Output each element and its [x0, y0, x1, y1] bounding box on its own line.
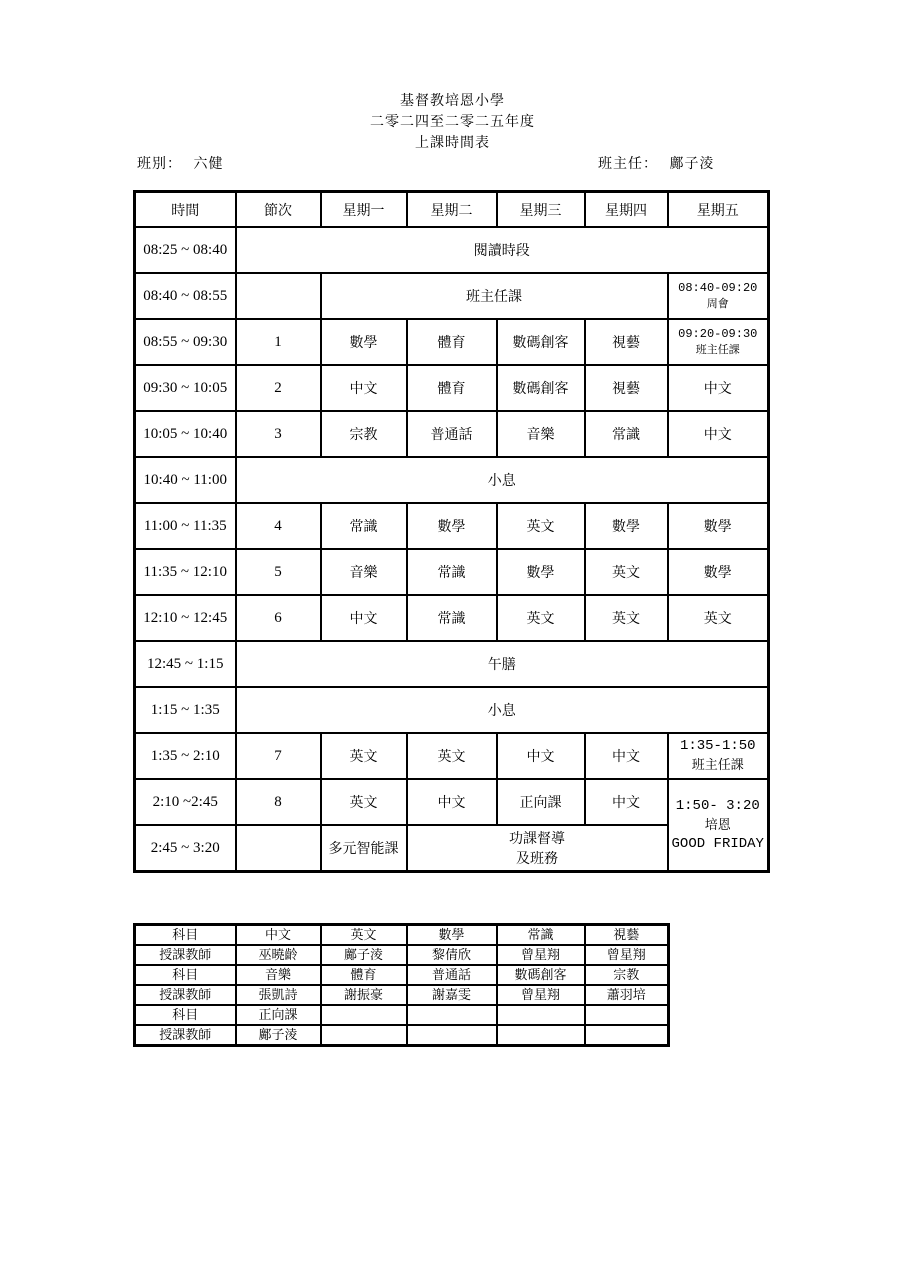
time-cell: 12:10 ~ 12:45 — [135, 595, 236, 641]
subject-cell: 常識 — [585, 411, 668, 457]
header-cell: 時間 — [135, 192, 236, 228]
class-teacher-label: 班主任： — [598, 156, 658, 172]
table-row — [135, 503, 769, 549]
subject-cell: 體育 — [407, 365, 497, 411]
row-label: 授課教師 — [135, 945, 236, 965]
header-cell: 星期三 — [497, 192, 585, 228]
subject-cell: 宗教 — [321, 411, 407, 457]
class-label: 班別： — [137, 156, 182, 172]
table-cell: 鄺子淩 — [236, 1025, 321, 1046]
class-value: 六健 — [193, 156, 224, 172]
table-cell: 謝振豪 — [321, 985, 407, 1005]
period-cell — [236, 273, 321, 319]
timetable — [133, 190, 770, 873]
subject-cell: 音樂 — [321, 549, 407, 595]
period-cell: 8 — [236, 779, 321, 825]
time-cell: 09:30 ~ 10:05 — [135, 365, 236, 411]
subject-teacher-table — [133, 923, 670, 1047]
row-label: 科目 — [135, 965, 236, 985]
subject-cell: 英文 — [585, 549, 668, 595]
friday-note: 培恩 — [704, 817, 731, 833]
friday-cell — [668, 319, 769, 365]
time-cell: 1:15 ~ 1:35 — [135, 687, 236, 733]
row-label: 授課教師 — [135, 985, 236, 1005]
subject-cell: 中文 — [585, 779, 668, 825]
table-cell — [407, 1025, 497, 1046]
table-cell: 巫曉齡 — [236, 945, 321, 965]
friday-note: 班主任課 — [691, 758, 744, 773]
time-cell: 08:25 ~ 08:40 — [135, 227, 236, 273]
table-row — [135, 595, 769, 641]
friday-time: 08:40-09:20 — [678, 281, 758, 295]
span-cell: 班主任課 — [321, 273, 668, 319]
time-cell: 08:40 ~ 08:55 — [135, 273, 236, 319]
span-cell — [407, 825, 668, 872]
table-cell: 英文 — [321, 925, 407, 946]
table-cell: 曾星翔 — [497, 985, 585, 1005]
subject-cell: 中文 — [668, 411, 769, 457]
table-row — [135, 319, 769, 365]
period-cell: 7 — [236, 733, 321, 779]
school-year: 二零二四至二零二五年度 — [370, 114, 535, 130]
header-cell: 星期二 — [407, 192, 497, 228]
subject-cell: 英文 — [407, 733, 497, 779]
table-cell: 數碼創客 — [497, 965, 585, 985]
table-cell: 正向課 — [236, 1005, 321, 1025]
table-row — [135, 687, 769, 733]
table-cell — [497, 1005, 585, 1025]
time-cell: 10:40 ~ 11:00 — [135, 457, 236, 503]
table-cell: 鄺子淩 — [321, 945, 407, 965]
span-line: 功課督導 — [509, 831, 565, 847]
table-cell — [407, 1005, 497, 1025]
span-cell: 閱讀時段 — [236, 227, 769, 273]
table-row — [135, 457, 769, 503]
header-cell: 星期四 — [585, 192, 668, 228]
row-label: 科目 — [135, 925, 236, 946]
table-row — [135, 1025, 669, 1046]
table-cell: 蕭羽培 — [585, 985, 669, 1005]
table-cell: 常識 — [497, 925, 585, 946]
friday-note: 班主任課 — [695, 343, 740, 356]
period-cell — [236, 825, 321, 872]
table-cell — [585, 1025, 669, 1046]
subject-cell: 英文 — [668, 595, 769, 641]
table-row — [135, 925, 669, 946]
subject-cell: 英文 — [585, 595, 668, 641]
row-label: 科目 — [135, 1005, 236, 1025]
friday-event: GOOD FRIDAY — [671, 835, 764, 852]
table-row — [135, 945, 669, 965]
header-cell: 星期一 — [321, 192, 407, 228]
table-cell: 體育 — [321, 965, 407, 985]
subject-cell: 體育 — [407, 319, 497, 365]
header-cell: 節次 — [236, 192, 321, 228]
period-cell: 4 — [236, 503, 321, 549]
table-cell — [321, 1005, 407, 1025]
table-row — [135, 733, 769, 779]
time-cell: 12:45 ~ 1:15 — [135, 641, 236, 687]
period-cell: 6 — [236, 595, 321, 641]
table-cell: 視藝 — [585, 925, 669, 946]
row-label: 授課教師 — [135, 1025, 236, 1046]
subject-cell: 普通話 — [407, 411, 497, 457]
time-cell: 10:05 ~ 10:40 — [135, 411, 236, 457]
friday-time: 09:20-09:30 — [678, 327, 758, 341]
subject-cell: 中文 — [668, 365, 769, 411]
subject-cell: 數學 — [497, 549, 585, 595]
time-cell: 08:55 ~ 09:30 — [135, 319, 236, 365]
table-cell — [585, 1005, 669, 1025]
friday-cell — [668, 733, 769, 779]
subject-cell: 英文 — [321, 733, 407, 779]
table-row — [135, 779, 769, 825]
time-cell: 1:35 ~ 2:10 — [135, 733, 236, 779]
class-info — [137, 153, 223, 173]
subject-cell: 中文 — [321, 365, 407, 411]
friday-time: 1:50- 3:20 — [675, 797, 760, 814]
subject-cell: 數學 — [585, 503, 668, 549]
table-row — [135, 227, 769, 273]
subject-cell: 數學 — [668, 549, 769, 595]
document-title: 上課時間表 — [415, 135, 490, 151]
table-row — [135, 641, 769, 687]
span-cell: 小息 — [236, 457, 769, 503]
table-cell: 曾星翔 — [585, 945, 669, 965]
table-cell: 音樂 — [236, 965, 321, 985]
subject-cell: 中文 — [497, 733, 585, 779]
friday-note: 周會 — [706, 297, 729, 310]
table-row — [135, 273, 769, 319]
table-row — [135, 1005, 669, 1025]
subject-cell: 數碼創客 — [497, 319, 585, 365]
period-cell: 2 — [236, 365, 321, 411]
table-cell: 中文 — [236, 925, 321, 946]
table-cell: 謝嘉雯 — [407, 985, 497, 1005]
table-row — [135, 549, 769, 595]
table-cell — [497, 1025, 585, 1046]
table-cell: 黎倩欣 — [407, 945, 497, 965]
subject-cell: 中文 — [407, 779, 497, 825]
table-cell: 張凱詩 — [236, 985, 321, 1005]
subject-cell: 音樂 — [497, 411, 585, 457]
span-line: 及班務 — [516, 851, 558, 867]
subject-cell: 數學 — [668, 503, 769, 549]
subject-cell: 視藝 — [585, 365, 668, 411]
span-cell: 午膳 — [236, 641, 769, 687]
school-name: 基督教培恩小學 — [400, 93, 505, 109]
subject-cell: 多元智能課 — [321, 825, 407, 872]
time-cell: 11:35 ~ 12:10 — [135, 549, 236, 595]
time-cell: 2:45 ~ 3:20 — [135, 825, 236, 872]
table-cell: 宗教 — [585, 965, 669, 985]
subject-cell: 數學 — [407, 503, 497, 549]
subject-cell: 英文 — [497, 503, 585, 549]
period-cell: 3 — [236, 411, 321, 457]
header-cell: 星期五 — [668, 192, 769, 228]
table-row — [135, 365, 769, 411]
subject-cell: 數學 — [321, 319, 407, 365]
time-cell: 2:10 ~2:45 — [135, 779, 236, 825]
subject-cell: 常識 — [407, 595, 497, 641]
table-row — [135, 985, 669, 1005]
subject-cell: 英文 — [497, 595, 585, 641]
class-teacher-info — [598, 153, 714, 173]
table-row — [135, 965, 669, 985]
friday-time: 1:35-1:50 — [679, 738, 756, 754]
span-cell: 小息 — [236, 687, 769, 733]
subject-cell: 中文 — [321, 595, 407, 641]
class-teacher-value: 鄺子淩 — [669, 156, 715, 172]
table-row — [135, 411, 769, 457]
time-cell: 11:00 ~ 11:35 — [135, 503, 236, 549]
table-cell: 曾星翔 — [497, 945, 585, 965]
subject-cell: 英文 — [321, 779, 407, 825]
friday-cell — [668, 779, 769, 872]
subject-cell: 常識 — [321, 503, 407, 549]
timetable-header-row — [135, 192, 769, 228]
subject-cell: 中文 — [585, 733, 668, 779]
table-cell — [321, 1025, 407, 1046]
friday-cell — [668, 273, 769, 319]
subject-cell: 視藝 — [585, 319, 668, 365]
table-cell: 普通話 — [407, 965, 497, 985]
period-cell: 5 — [236, 549, 321, 595]
period-cell: 1 — [236, 319, 321, 365]
subject-cell: 常識 — [407, 549, 497, 595]
subject-cell: 正向課 — [497, 779, 585, 825]
table-cell: 數學 — [407, 925, 497, 946]
subject-cell: 數碼創客 — [497, 365, 585, 411]
